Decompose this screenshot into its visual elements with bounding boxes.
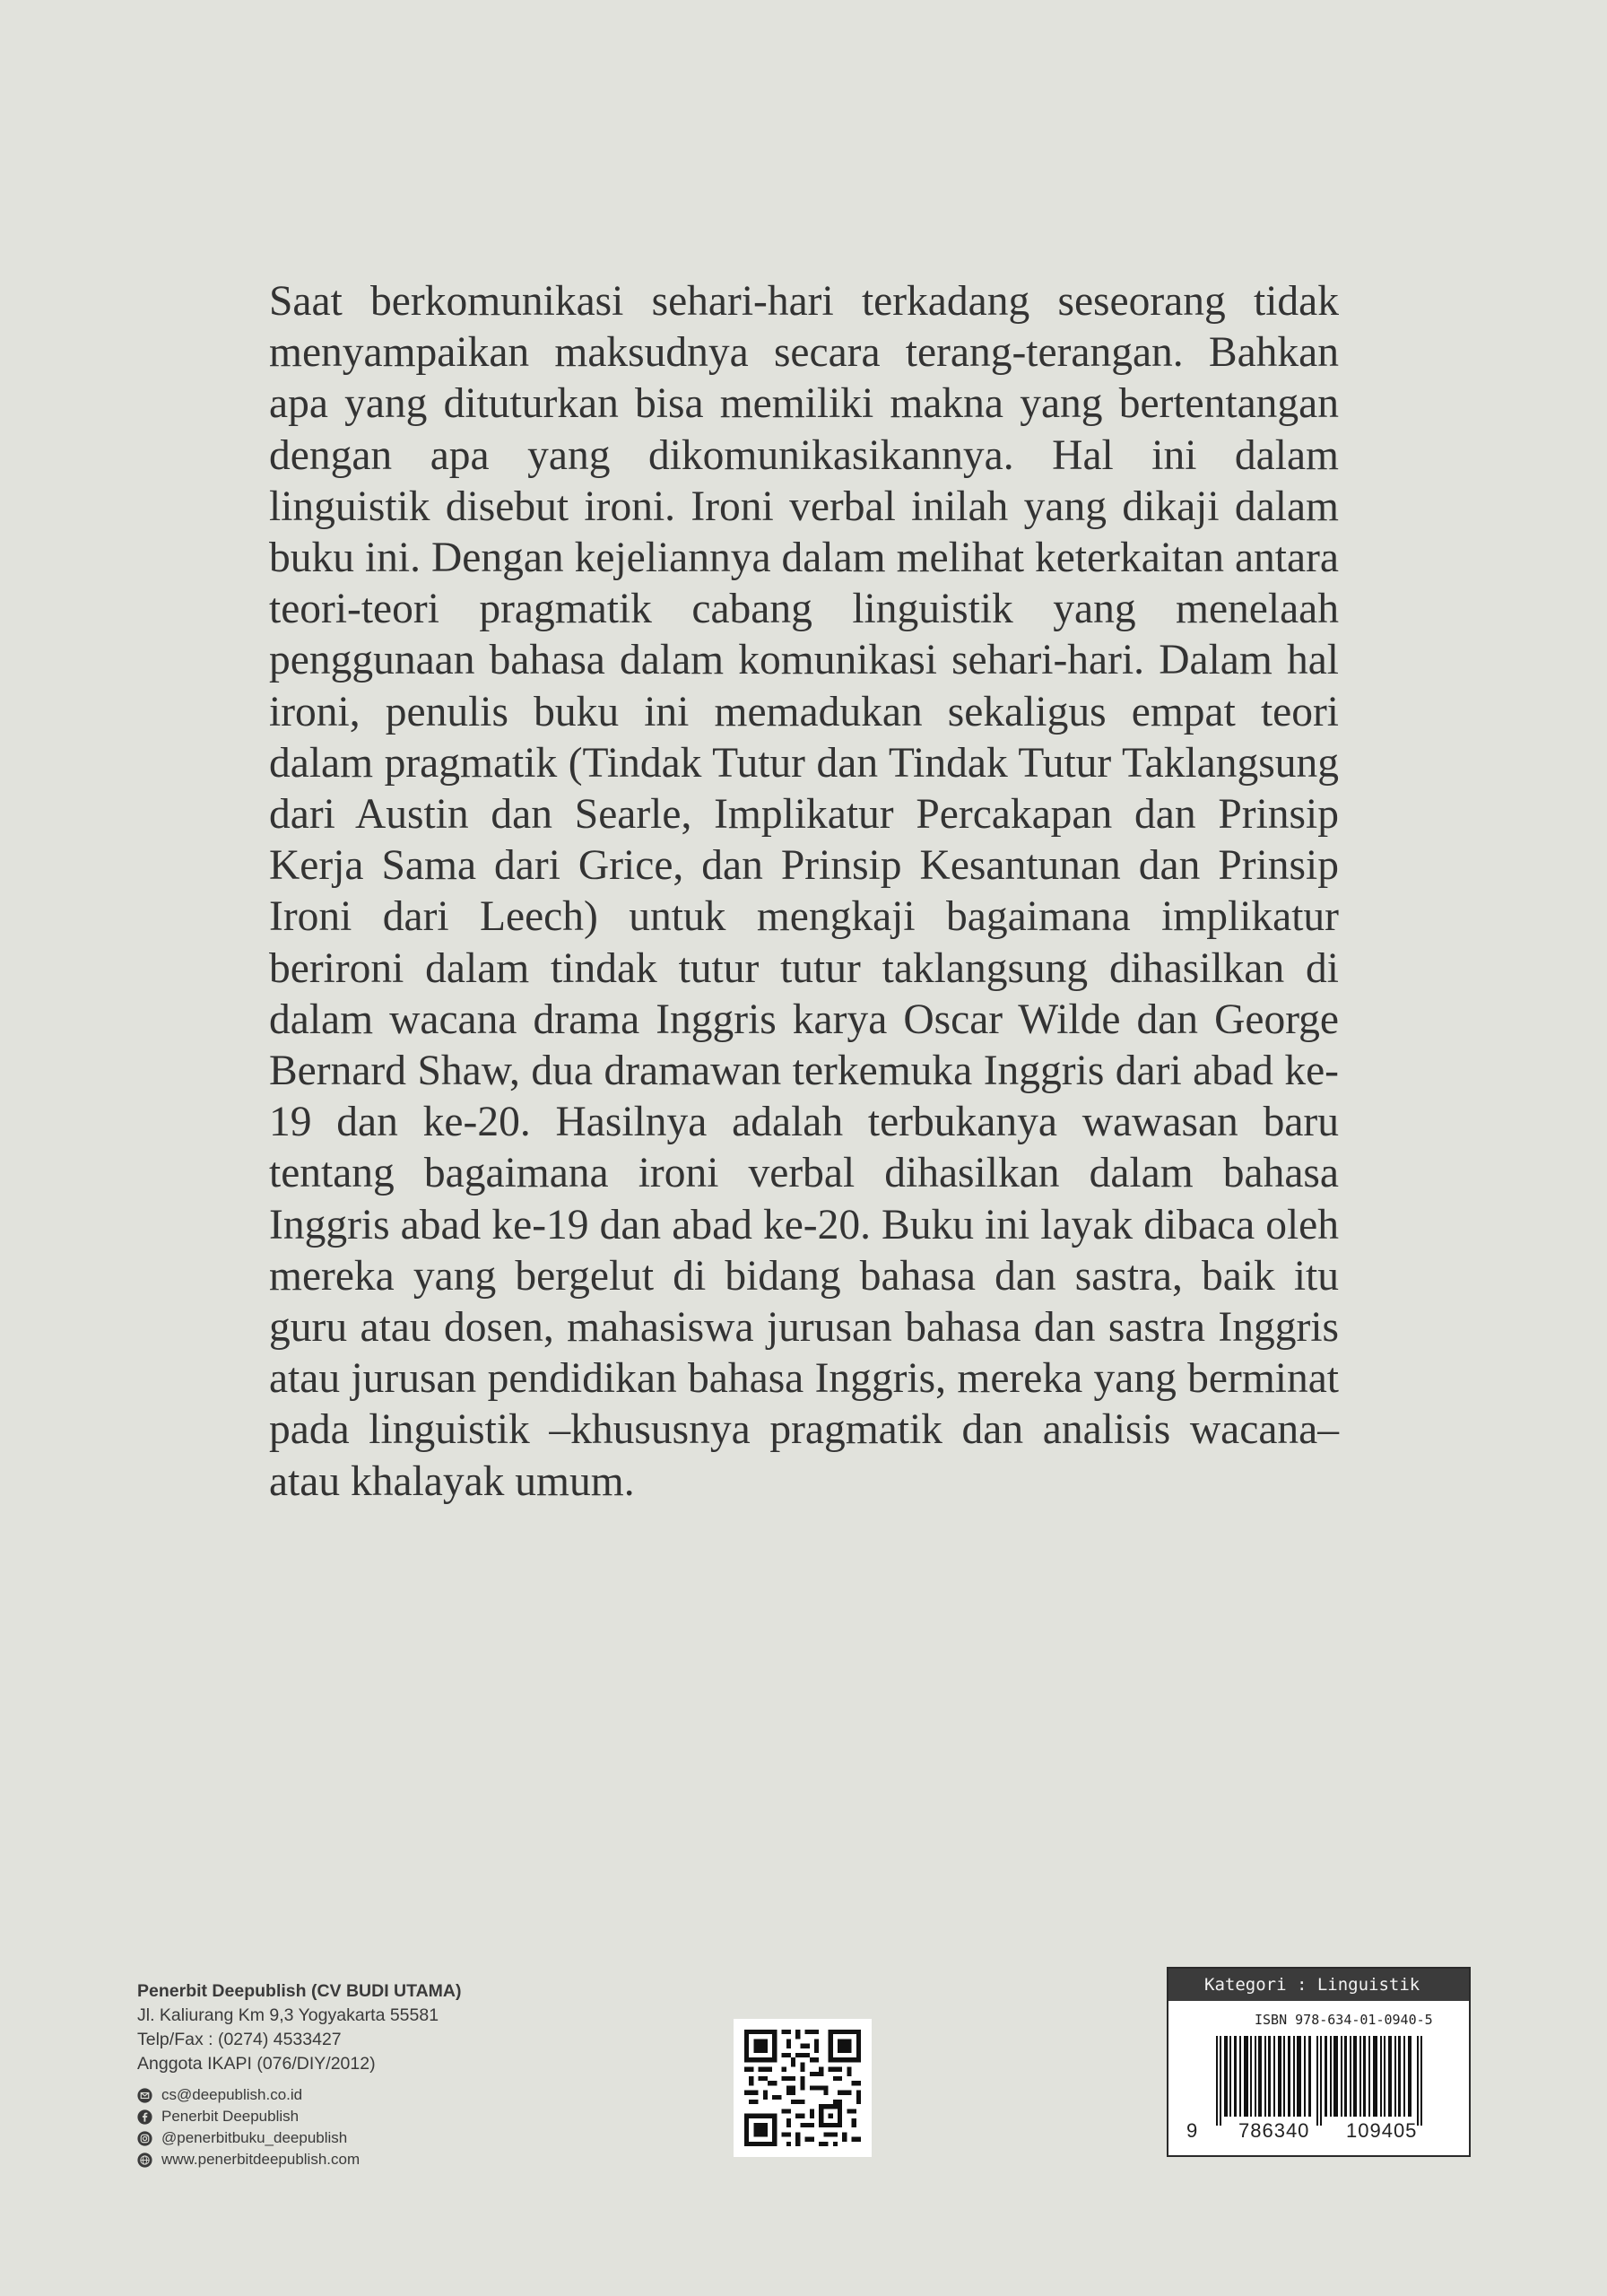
barcode-digits-left: 786340 bbox=[1238, 2119, 1310, 2142]
email-icon bbox=[137, 2088, 152, 2103]
qr-code-icon bbox=[744, 2030, 861, 2146]
instagram-icon bbox=[137, 2131, 152, 2146]
contact-website[interactable] bbox=[137, 2149, 639, 2170]
barcode-digits bbox=[1181, 2119, 1459, 2144]
barcode-digit-first: 9 bbox=[1186, 2119, 1198, 2142]
contact-instagram-text: @penerbitbuku_deepublish bbox=[161, 2129, 348, 2146]
isbn-text: ISBN 978-634-01-0940-5 bbox=[1255, 2012, 1433, 2028]
contact-facebook[interactable] bbox=[137, 2106, 639, 2127]
category-label: Kategori : Linguistik bbox=[1168, 1969, 1469, 2001]
web-icon bbox=[137, 2152, 152, 2168]
barcode-digits-right: 109405 bbox=[1346, 2119, 1418, 2142]
contact-website-text: www.penerbitdeepublish.com bbox=[161, 2151, 360, 2168]
contact-facebook-text: Penerbit Deepublish bbox=[161, 2108, 300, 2125]
publisher-phone: Telp/Fax : (0274) 4533427 bbox=[137, 2030, 342, 2049]
contact-email[interactable] bbox=[137, 2084, 639, 2106]
book-blurb: Saat berkomunikasi sehari-hari terkadang seseorang tidak menyampaikan maksudnya secara terang-terangan. Bahkan apa yang dituturkan bisa memiliki makna yang bertentangan dengan apa yang dikomunikasikannya. Hal ini dalam linguistik disebut ironi. Ironi verbal inilah yang dikaji dalam buku ini. Dengan kejeliannya dalam melihat keterkaitan antara teori-teori pragmatik cabang linguistik yang menelaah penggunaan bahasa dalam komunikasi sehari-hari. Dalam hal ironi, penulis buku ini memadukan sekaligus empat teori dalam pragmatik (Tindak Tutur dan Tindak Tutur Taklangsung dari Austin dan Searle, Implikatur Percakapan dan Prinsip Kerja Sama dari Grice, dan Prinsip Kesantunan dan Prinsip Ironi dari Leech) untuk mengkaji bagaimana implikatur berironi dalam tindak tutur tutur taklangsung dihasilkan di dalam wacana drama Inggris karya Oscar Wilde dan George Bernard Shaw, dua dramawan terkemuka Inggris dari abad ke-19 dan ke-20. Hasilnya adalah terbukanya wawasan baru tentang bagaimana ironi verbal dihasilkan dalam bahasa Inggris abad ke-19 dan abad ke-20. Buku ini layak dibaca oleh mereka yang bergelut di bidang bahasa dan sastra, baik itu guru atau dosen, mahasiswa jurusan bahasa dan sastra Inggris atau jurusan pendidikan bahasa Inggris, mereka yang berminat pada linguistik –khususnya pragmatik dan analisis wacana– atau khalayak umum. bbox=[269, 278, 1339, 1505]
barcode-icon bbox=[1216, 2036, 1428, 2126]
publisher-name: Penerbit Deepublish (CV BUDI UTAMA) bbox=[137, 1981, 462, 2001]
publisher-address: Jl. Kaliurang Km 9,3 Yogyakarta 55581 bbox=[137, 2005, 439, 2025]
facebook-icon bbox=[137, 2109, 152, 2125]
qr-code[interactable] bbox=[734, 2019, 872, 2157]
publisher-member: Anggota IKAPI (076/DIY/2012) bbox=[137, 2054, 376, 2074]
contact-instagram[interactable] bbox=[137, 2127, 639, 2149]
isbn-barcode bbox=[1167, 1967, 1471, 2157]
contact-email-text: cs@deepublish.co.id bbox=[161, 2086, 303, 2103]
contact-list bbox=[137, 2084, 639, 2170]
publisher-info bbox=[137, 1979, 639, 2170]
